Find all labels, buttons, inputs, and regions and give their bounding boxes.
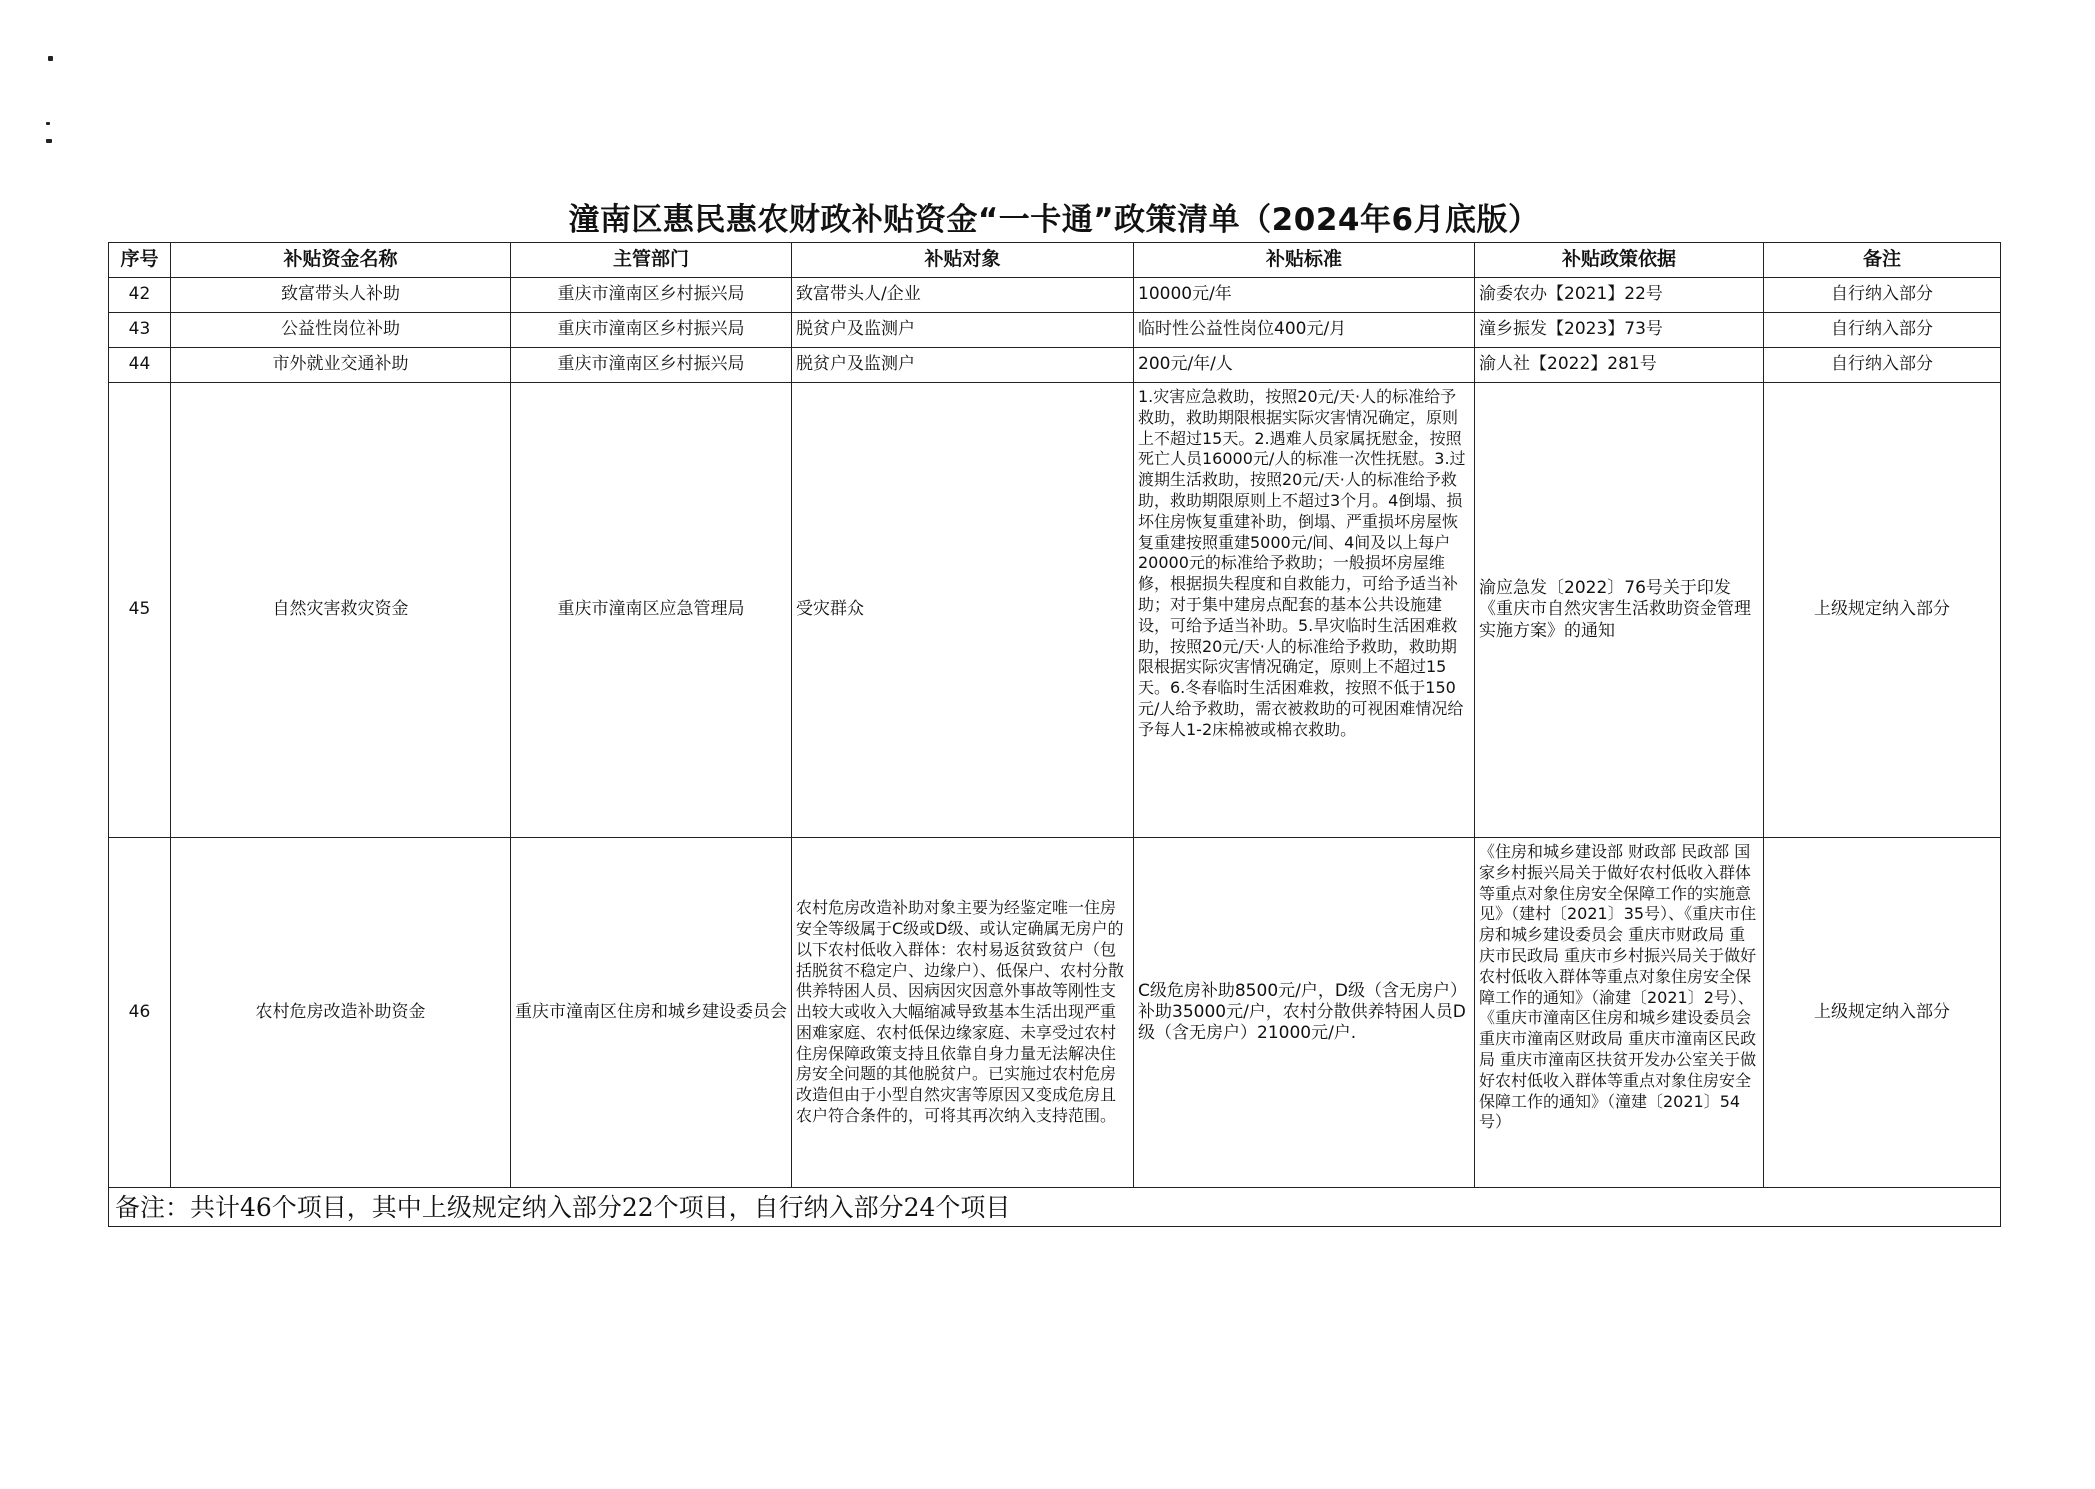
cell-dept: 重庆市潼南区应急管理局 (511, 383, 792, 838)
table-row (109, 383, 2001, 838)
cell-remark: 上级规定纳入部分 (1764, 383, 2001, 838)
cell-target: 脱贫户及监测户 (792, 348, 1134, 383)
scan-speck (46, 122, 50, 125)
cell-no: 42 (109, 278, 171, 313)
header-name: 补贴资金名称 (171, 243, 511, 278)
scan-speck (46, 139, 52, 143)
cell-basis: 《住房和城乡建设部 财政部 民政部 国家乡村振兴局关于做好农村低收入群体等重点对象住房安全保障工作的实施意见》（建村〔2021〕35号）、《重庆市住房和城乡建设委员会 重庆市财政局 重庆市民政局 重庆市乡村振兴局关于做好农村低收入群体等重点对象住房安全保障工作的通知》（渝建〔2021〕2号）、《重庆市潼南区住房和城乡建设委员会 重庆市潼南区财政局 重庆市潼南区民政局 重庆市潼南区扶贫开发办公室关于做好农村低收入群体等重点对象住房安全保障工作的通知》（潼建〔2021〕54号） (1475, 838, 1764, 1188)
cell-name: 致富带头人补助 (171, 278, 511, 313)
header-no: 序号 (109, 243, 171, 278)
cell-remark: 自行纳入部分 (1764, 278, 2001, 313)
cell-basis: 渝应急发〔2022〕76号关于印发《重庆市自然灾害生活救助资金管理实施方案》的通知 (1475, 383, 1764, 838)
header-remark: 备注 (1764, 243, 2001, 278)
cell-name: 公益性岗位补助 (171, 313, 511, 348)
header-row (109, 243, 2001, 278)
cell-dept: 重庆市潼南区乡村振兴局 (511, 278, 792, 313)
header-dept: 主管部门 (511, 243, 792, 278)
cell-basis: 潼乡振发【2023】73号 (1475, 313, 1764, 348)
cell-remark: 自行纳入部分 (1764, 348, 2001, 383)
cell-name: 市外就业交通补助 (171, 348, 511, 383)
cell-remark: 自行纳入部分 (1764, 313, 2001, 348)
cell-target: 脱贫户及监测户 (792, 313, 1134, 348)
cell-no: 46 (109, 838, 171, 1188)
document-title: 潼南区惠民惠农财政补贴资金“一卡通”政策清单（2024年6月底版） (568, 202, 1540, 238)
cell-no: 45 (109, 383, 171, 838)
cell-no: 43 (109, 313, 171, 348)
note-row (109, 1188, 2001, 1227)
cell-remark: 上级规定纳入部分 (1764, 838, 2001, 1188)
cell-name: 自然灾害救灾资金 (171, 383, 511, 838)
cell-target: 致富带头人/企业 (792, 278, 1134, 313)
cell-basis: 渝人社【2022】281号 (1475, 348, 1764, 383)
header-basis: 补贴政策依据 (1475, 243, 1764, 278)
cell-standard: 临时性公益性岗位400元/月 (1134, 313, 1475, 348)
table-note: 备注：共计46个项目，其中上级规定纳入部分22个项目，自行纳入部分24个项目 (109, 1188, 2001, 1227)
table-row (109, 838, 2001, 1188)
cell-standard: 200元/年/人 (1134, 348, 1475, 383)
table-row (109, 313, 2001, 348)
cell-basis: 渝委农办【2021】22号 (1475, 278, 1764, 313)
cell-name: 农村危房改造补助资金 (171, 838, 511, 1188)
cell-standard: 1.灾害应急救助，按照20元/天·人的标准给予救助，救助期限根据实际灾害情况确定，原则上不超过15天。2.遇难人员家属抚慰金，按照死亡人员16000元/人的标准一次性抚慰。3.过渡期生活救助，按照20元/天·人的标准给予救助，救助期限原则上不超过3个月。4倒塌、损坏住房恢复重建补助，倒塌、严重损坏房屋恢复重建按照重建5000元/间、4间及以上每户20000元的标准给予救助；一般损坏房屋维修，根据损失程度和自救能力，可给予适当补助；对于集中建房点配套的基本公共设施建设，可给予适当补助。5.旱灾临时生活困难救助，按照20元/天·人的标准给予救助，救助期限根据实际灾害情况确定，原则上不超过15天。6.冬春临时生活困难救，按照不低于150元/人给予救助，需衣被救助的可视困难情况给予每人1-2床棉被或棉衣救助。 (1134, 383, 1475, 838)
cell-dept: 重庆市潼南区乡村振兴局 (511, 313, 792, 348)
cell-dept: 重庆市潼南区住房和城乡建设委员会 (511, 838, 792, 1188)
cell-target: 农村危房改造补助对象主要为经鉴定唯一住房安全等级属于C级或D级、或认定确属无房户的以下农村低收入群体：农村易返贫致贫户（包括脱贫不稳定户、边缘户）、低保户、农村分散供养特困人员、因病因灾因意外事故等刚性支出较大或收入大幅缩减导致基本生活出现严重困难家庭、农村低保边缘家庭、未享受过农村住房保障政策支持且依靠自身力量无法解决住房安全问题的其他脱贫户。已实施过农村危房改造但由于小型自然灾害等原因又变成危房且农户符合条件的，可将其再次纳入支持范围。 (792, 838, 1134, 1188)
cell-standard: 10000元/年 (1134, 278, 1475, 313)
cell-dept: 重庆市潼南区乡村振兴局 (511, 348, 792, 383)
cell-target: 受灾群众 (792, 383, 1134, 838)
header-standard: 补贴标准 (1134, 243, 1475, 278)
scan-speck (48, 56, 53, 61)
header-target: 补贴对象 (792, 243, 1134, 278)
cell-no: 44 (109, 348, 171, 383)
table-row (109, 348, 2001, 383)
policy-table (108, 242, 2001, 1227)
cell-standard: C级危房补助8500元/户，D级（含无房户）补助35000元/户，农村分散供养特困人员D级（含无房户）21000元/户. (1134, 838, 1475, 1188)
table-row (109, 278, 2001, 313)
